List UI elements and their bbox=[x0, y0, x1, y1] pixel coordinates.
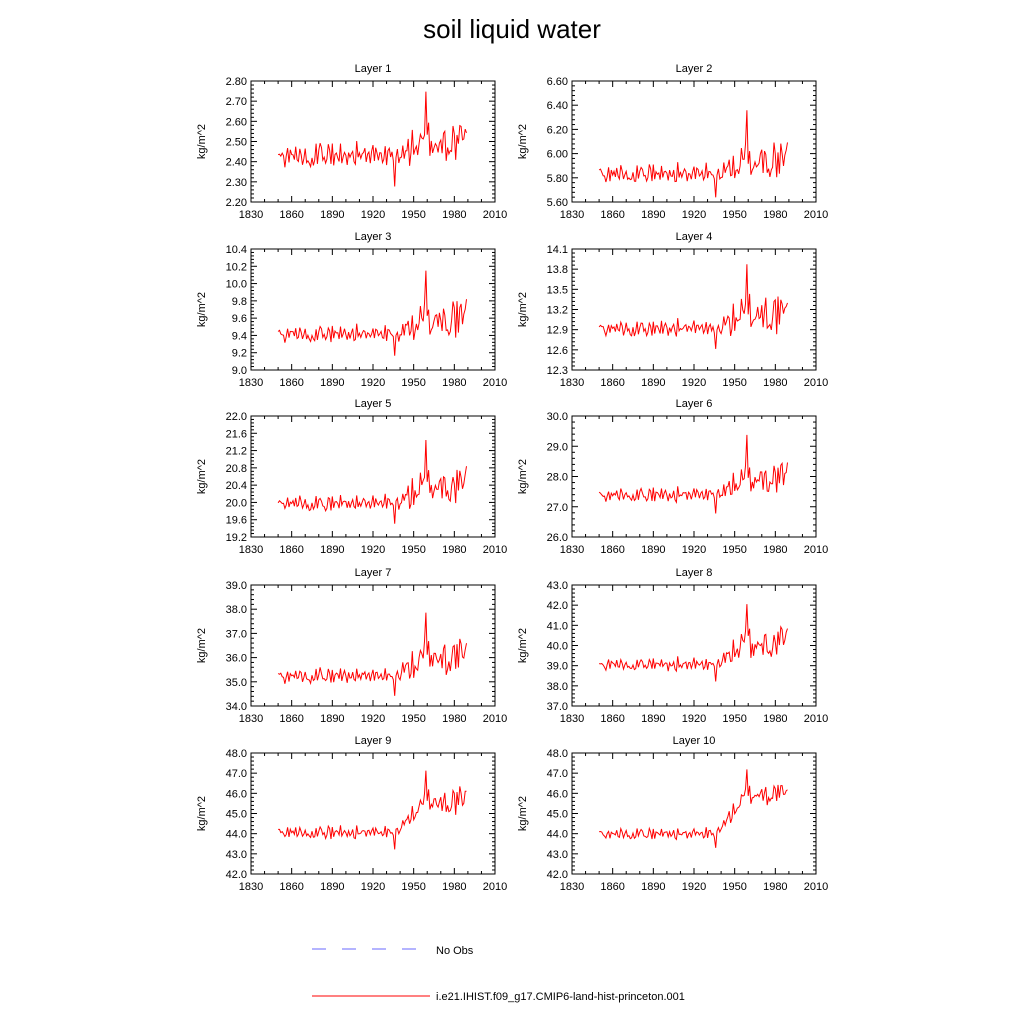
x-tick-label: 1980 bbox=[442, 713, 467, 725]
y-tick-label: 21.2 bbox=[225, 445, 247, 458]
y-tick-label: 42.0 bbox=[546, 869, 568, 881]
y-axis-label: kg/m^2 bbox=[517, 291, 529, 328]
panel-layer-8 bbox=[517, 567, 828, 725]
legend-model-label: i.e21.IHIST.f09_g17.CMIP6-land-hist-princeton.001 bbox=[436, 991, 685, 1003]
y-tick-label: 36.0 bbox=[225, 652, 247, 665]
x-tick-label: 1860 bbox=[600, 544, 625, 556]
panel-layer-3 bbox=[196, 231, 507, 389]
x-tick-label: 1830 bbox=[559, 713, 585, 725]
x-tick-label: 2010 bbox=[803, 209, 829, 221]
x-tick-label: 2010 bbox=[482, 713, 508, 725]
panel-title: Layer 1 bbox=[354, 63, 392, 75]
x-tick-label: 1860 bbox=[600, 209, 625, 221]
x-tick-label: 1860 bbox=[279, 209, 304, 221]
x-tick-label: 1920 bbox=[360, 209, 386, 221]
y-tick-label: 21.6 bbox=[225, 428, 247, 441]
x-tick-label: 2010 bbox=[803, 544, 829, 556]
x-tick-label: 1980 bbox=[442, 209, 467, 221]
y-axis-label: kg/m^2 bbox=[196, 795, 208, 832]
x-tick-label: 1980 bbox=[763, 377, 788, 389]
x-tick-label: 1890 bbox=[641, 881, 666, 893]
y-tick-label: 20.0 bbox=[225, 497, 247, 510]
y-tick-label: 2.50 bbox=[225, 136, 247, 149]
x-tick-label: 1830 bbox=[238, 209, 264, 221]
y-axis-label: kg/m^2 bbox=[196, 458, 208, 495]
x-tick-label: 2010 bbox=[482, 544, 508, 556]
x-tick-label: 1830 bbox=[559, 377, 585, 389]
panel-title: Layer 9 bbox=[354, 735, 392, 747]
y-axis-label: kg/m^2 bbox=[517, 627, 529, 664]
x-tick-label: 1950 bbox=[722, 544, 747, 556]
y-axis-label: kg/m^2 bbox=[196, 627, 208, 664]
y-tick-label: 20.8 bbox=[225, 462, 247, 475]
x-tick-label: 1980 bbox=[442, 544, 467, 556]
y-tick-label: 10.4 bbox=[225, 244, 247, 256]
x-tick-label: 1860 bbox=[279, 881, 304, 893]
y-axis-label: kg/m^2 bbox=[196, 123, 208, 160]
y-tick-label: 9.4 bbox=[231, 330, 247, 343]
y-tick-label: 5.80 bbox=[546, 172, 568, 185]
x-tick-label: 1890 bbox=[641, 209, 666, 221]
y-tick-label: 30.0 bbox=[546, 411, 568, 423]
legend-no-obs-label: No Obs bbox=[436, 945, 474, 957]
x-tick-label: 1980 bbox=[442, 377, 467, 389]
panel-title: Layer 5 bbox=[354, 398, 392, 410]
x-tick-label: 2010 bbox=[803, 713, 829, 725]
x-tick-label: 2010 bbox=[803, 377, 829, 389]
y-tick-label: 40.0 bbox=[546, 640, 568, 653]
plot-frame bbox=[572, 416, 816, 537]
x-tick-label: 1950 bbox=[401, 377, 426, 389]
x-tick-label: 1920 bbox=[360, 881, 386, 893]
x-tick-label: 1920 bbox=[681, 713, 707, 725]
x-tick-label: 1980 bbox=[763, 544, 788, 556]
series-line bbox=[278, 613, 466, 696]
x-tick-label: 1920 bbox=[360, 713, 386, 725]
y-tick-label: 10.0 bbox=[225, 278, 247, 291]
panel-layer-5 bbox=[196, 398, 507, 556]
panel-title: Layer 7 bbox=[354, 567, 392, 579]
y-tick-label: 43.0 bbox=[546, 580, 568, 592]
panel-layer-4 bbox=[517, 231, 828, 389]
x-tick-label: 1890 bbox=[320, 377, 345, 389]
x-tick-label: 1980 bbox=[442, 881, 467, 893]
x-tick-label: 1920 bbox=[360, 544, 386, 556]
x-tick-label: 1950 bbox=[722, 377, 747, 389]
series-line bbox=[599, 435, 787, 514]
x-tick-label: 2010 bbox=[803, 881, 829, 893]
x-tick-label: 1890 bbox=[320, 881, 345, 893]
y-tick-label: 48.0 bbox=[225, 748, 247, 760]
y-tick-label: 10.2 bbox=[225, 261, 247, 274]
y-tick-label: 2.30 bbox=[225, 176, 247, 189]
y-axis-label: kg/m^2 bbox=[517, 795, 529, 832]
x-tick-label: 1860 bbox=[600, 713, 625, 725]
y-tick-label: 47.0 bbox=[225, 768, 247, 781]
y-tick-label: 13.2 bbox=[546, 304, 568, 317]
y-tick-label: 22.0 bbox=[225, 411, 247, 423]
series-line bbox=[278, 92, 466, 187]
y-tick-label: 6.40 bbox=[546, 100, 568, 113]
x-tick-label: 1920 bbox=[681, 377, 707, 389]
y-tick-label: 14.1 bbox=[546, 244, 568, 256]
y-tick-label: 39.0 bbox=[225, 580, 247, 592]
plot-frame bbox=[572, 753, 816, 874]
y-tick-label: 12.3 bbox=[546, 365, 568, 377]
y-tick-label: 45.0 bbox=[225, 808, 247, 821]
plot-frame bbox=[251, 416, 495, 537]
y-tick-label: 46.0 bbox=[546, 788, 568, 801]
x-tick-label: 1890 bbox=[641, 713, 666, 725]
series-line bbox=[278, 440, 466, 524]
panel-title: Layer 3 bbox=[354, 231, 392, 243]
series-line bbox=[278, 771, 466, 850]
y-tick-label: 12.9 bbox=[546, 324, 568, 337]
x-tick-label: 1830 bbox=[238, 544, 264, 556]
x-tick-label: 1950 bbox=[722, 881, 747, 893]
y-tick-label: 46.0 bbox=[225, 788, 247, 801]
y-tick-label: 37.0 bbox=[546, 701, 568, 713]
y-tick-label: 13.8 bbox=[546, 264, 568, 277]
y-tick-label: 41.0 bbox=[546, 620, 568, 633]
y-tick-label: 9.2 bbox=[231, 347, 247, 360]
plot-frame bbox=[251, 585, 495, 706]
x-tick-label: 1950 bbox=[722, 713, 747, 725]
series-line bbox=[599, 264, 787, 349]
plot-frame bbox=[572, 249, 816, 370]
x-tick-label: 2010 bbox=[482, 209, 508, 221]
x-tick-label: 1980 bbox=[763, 209, 788, 221]
panel-layer-9 bbox=[196, 735, 507, 893]
y-axis-label: kg/m^2 bbox=[517, 458, 529, 495]
x-tick-label: 1980 bbox=[763, 713, 788, 725]
x-tick-label: 1860 bbox=[279, 713, 304, 725]
x-tick-label: 1890 bbox=[320, 713, 345, 725]
y-tick-label: 26.0 bbox=[546, 532, 568, 544]
x-tick-label: 1920 bbox=[681, 881, 707, 893]
y-tick-label: 45.0 bbox=[546, 808, 568, 821]
x-tick-label: 1950 bbox=[401, 209, 426, 221]
y-tick-label: 2.20 bbox=[225, 197, 247, 209]
x-tick-label: 1980 bbox=[763, 881, 788, 893]
x-tick-label: 1830 bbox=[238, 881, 264, 893]
x-tick-label: 1920 bbox=[360, 377, 386, 389]
y-tick-label: 9.0 bbox=[231, 365, 247, 377]
panel-layer-7 bbox=[196, 567, 507, 725]
y-tick-label: 6.60 bbox=[546, 76, 568, 88]
y-tick-label: 2.60 bbox=[225, 116, 247, 129]
plot-frame bbox=[251, 249, 495, 370]
y-tick-label: 48.0 bbox=[546, 748, 568, 760]
panel-layer-2 bbox=[517, 63, 828, 221]
y-tick-label: 38.0 bbox=[546, 680, 568, 693]
y-tick-label: 34.0 bbox=[225, 701, 247, 713]
x-tick-label: 1950 bbox=[722, 209, 747, 221]
x-tick-label: 1860 bbox=[600, 881, 625, 893]
y-tick-label: 38.0 bbox=[225, 604, 247, 617]
y-tick-label: 19.2 bbox=[225, 532, 247, 544]
x-tick-label: 1830 bbox=[559, 881, 585, 893]
y-tick-label: 28.0 bbox=[546, 471, 568, 484]
main-title: soil liquid water bbox=[423, 14, 601, 44]
y-tick-label: 20.4 bbox=[225, 480, 247, 493]
panel-layer-10 bbox=[517, 735, 828, 893]
y-tick-label: 42.0 bbox=[225, 869, 247, 881]
x-tick-label: 1890 bbox=[641, 377, 666, 389]
y-tick-label: 6.20 bbox=[546, 124, 568, 137]
x-tick-label: 1950 bbox=[401, 713, 426, 725]
panel-layer-1 bbox=[196, 63, 507, 221]
y-tick-label: 2.40 bbox=[225, 156, 247, 169]
y-tick-label: 43.0 bbox=[225, 848, 247, 861]
x-tick-label: 1890 bbox=[320, 544, 345, 556]
series-line bbox=[278, 271, 466, 356]
y-tick-label: 29.0 bbox=[546, 441, 568, 454]
y-tick-label: 5.60 bbox=[546, 197, 568, 209]
y-axis-label: kg/m^2 bbox=[517, 123, 529, 160]
y-tick-label: 39.0 bbox=[546, 660, 568, 673]
panel-title: Layer 4 bbox=[675, 231, 713, 243]
panel-title: Layer 6 bbox=[675, 398, 713, 410]
y-tick-label: 13.5 bbox=[546, 284, 568, 297]
x-tick-label: 2010 bbox=[482, 881, 508, 893]
y-tick-label: 37.0 bbox=[225, 628, 247, 641]
y-tick-label: 42.0 bbox=[546, 600, 568, 613]
x-tick-label: 1890 bbox=[320, 209, 345, 221]
y-tick-label: 35.0 bbox=[225, 676, 247, 689]
series-line bbox=[599, 769, 787, 847]
y-tick-label: 2.80 bbox=[225, 76, 247, 88]
panel-title: Layer 10 bbox=[672, 735, 716, 747]
y-tick-label: 44.0 bbox=[546, 828, 568, 841]
x-tick-label: 1830 bbox=[559, 209, 585, 221]
y-tick-label: 6.00 bbox=[546, 148, 568, 161]
x-tick-label: 1860 bbox=[279, 544, 304, 556]
y-tick-label: 19.6 bbox=[225, 514, 247, 527]
panel-layer-6 bbox=[517, 398, 828, 556]
x-tick-label: 1920 bbox=[681, 544, 707, 556]
plot-frame bbox=[251, 753, 495, 874]
series-line bbox=[599, 604, 787, 681]
x-tick-label: 1830 bbox=[238, 377, 264, 389]
x-tick-label: 1950 bbox=[401, 881, 426, 893]
x-tick-label: 1830 bbox=[559, 544, 585, 556]
series-line bbox=[599, 110, 787, 197]
panel-title: Layer 8 bbox=[675, 567, 713, 579]
x-tick-label: 1920 bbox=[681, 209, 707, 221]
x-tick-label: 2010 bbox=[482, 377, 508, 389]
plot-frame bbox=[572, 585, 816, 706]
y-axis-label: kg/m^2 bbox=[196, 291, 208, 328]
y-tick-label: 2.70 bbox=[225, 96, 247, 109]
x-tick-label: 1890 bbox=[641, 544, 666, 556]
y-tick-label: 9.8 bbox=[231, 295, 247, 308]
y-tick-label: 47.0 bbox=[546, 768, 568, 781]
panel-title: Layer 2 bbox=[675, 63, 713, 75]
x-tick-label: 1950 bbox=[401, 544, 426, 556]
y-tick-label: 43.0 bbox=[546, 848, 568, 861]
x-tick-label: 1860 bbox=[279, 377, 304, 389]
y-tick-label: 44.0 bbox=[225, 828, 247, 841]
y-tick-label: 9.6 bbox=[231, 313, 247, 326]
y-tick-label: 12.6 bbox=[546, 344, 568, 357]
y-tick-label: 27.0 bbox=[546, 501, 568, 514]
x-tick-label: 1860 bbox=[600, 377, 625, 389]
plot-frame bbox=[572, 81, 816, 202]
x-tick-label: 1830 bbox=[238, 713, 264, 725]
